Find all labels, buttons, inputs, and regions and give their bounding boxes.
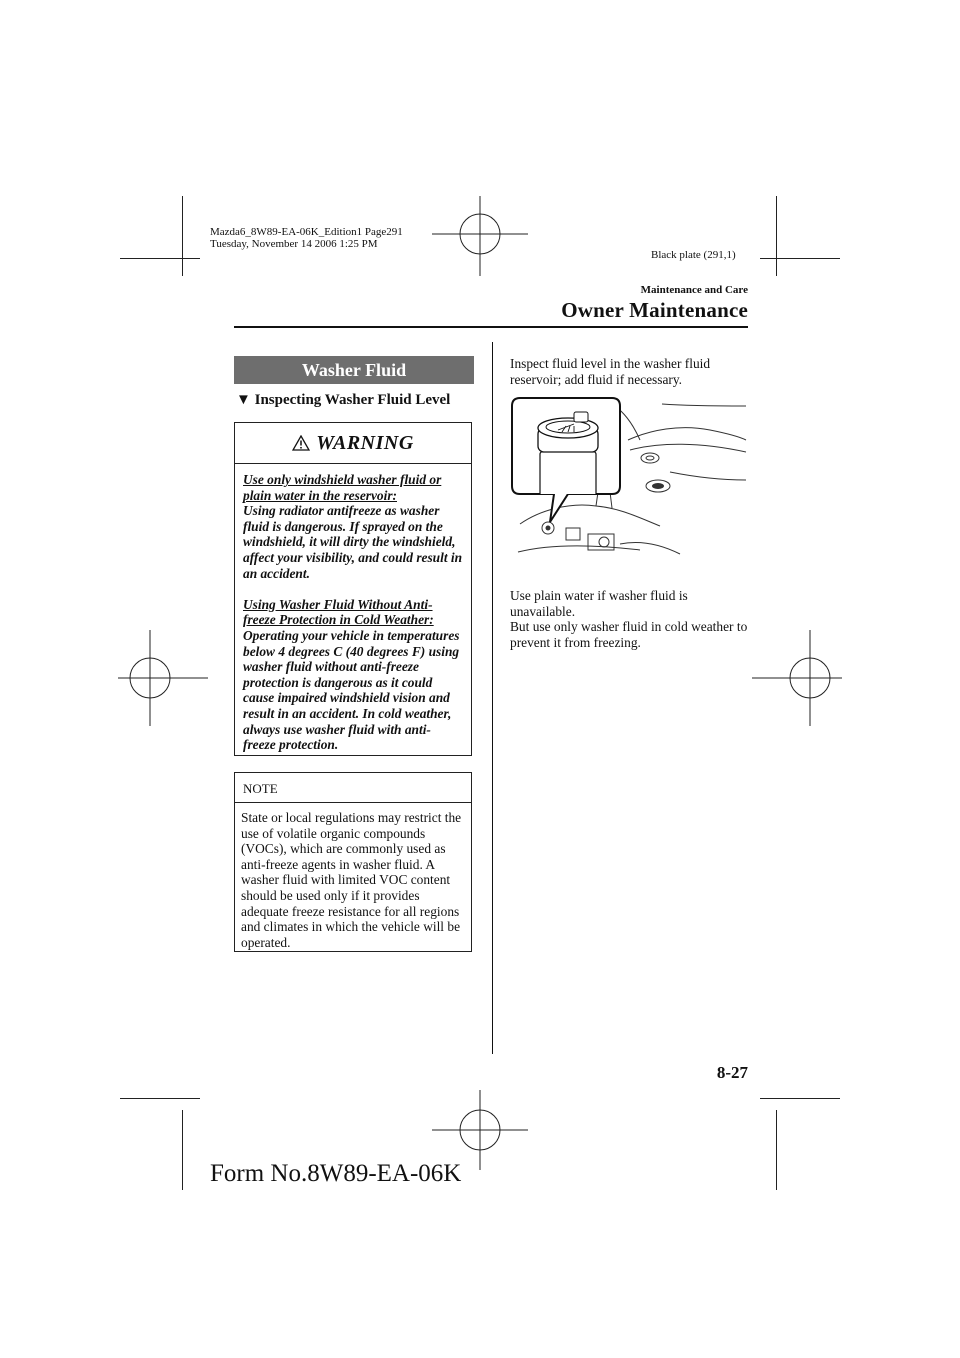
crop-mark bbox=[776, 196, 777, 276]
washer-reservoir-illustration bbox=[510, 394, 748, 556]
warning-triangle-icon bbox=[292, 435, 310, 451]
subheading-text: Inspecting Washer Fluid Level bbox=[254, 392, 451, 408]
column-divider bbox=[492, 342, 493, 1054]
paragraph-inspect: Inspect fluid level in the washer fluid reservoir; add fluid if necessary. bbox=[510, 356, 711, 387]
registration-mark-left bbox=[118, 630, 208, 726]
paragraph-plain-water bbox=[510, 588, 750, 650]
registration-mark-bottom bbox=[432, 1090, 528, 1170]
warning-subhead-2: Using Washer Fluid Without Anti-freeze Protection in Cold Weather: bbox=[243, 596, 434, 628]
page-title: Owner Maintenance bbox=[561, 298, 748, 322]
page-number: 8-27 bbox=[716, 1063, 748, 1082]
crop-mark bbox=[182, 196, 183, 276]
crop-mark bbox=[120, 1098, 200, 1099]
warning-title: WARNING bbox=[316, 431, 414, 454]
crop-mark bbox=[760, 1098, 840, 1099]
cold-weather-line: But use only washer fluid in cold weather to prevent it from freezing. bbox=[510, 619, 748, 650]
section-label: Maintenance and Care bbox=[640, 284, 748, 296]
print-date-line: Tuesday, November 14 2006 1:25 PM bbox=[210, 238, 378, 250]
warning-header bbox=[235, 423, 471, 464]
crop-mark bbox=[760, 258, 840, 259]
crop-mark bbox=[776, 1110, 777, 1190]
note-title: NOTE bbox=[235, 773, 471, 803]
triangle-marker-icon: ▼ bbox=[236, 392, 251, 408]
print-file-line: Mazda6_8W89-EA-06K_Edition1 Page291 bbox=[210, 226, 403, 238]
crop-mark bbox=[182, 1110, 183, 1190]
crop-mark bbox=[120, 258, 200, 259]
subheading bbox=[236, 392, 450, 409]
header-rule bbox=[234, 326, 748, 328]
registration-mark-right bbox=[752, 630, 842, 726]
warning-subhead-1: Use only windshield washer fluid or plain water in the reservoir: bbox=[243, 472, 442, 503]
warning-paragraph-1: Using radiator antifreeze as washer fluid is dangerous. If sprayed on the windshield, it will dirty the windshield, affect your visibility, and could result in an accident. bbox=[243, 503, 463, 581]
warning-box bbox=[234, 422, 472, 756]
warning-body bbox=[235, 464, 471, 753]
section-banner: Washer Fluid bbox=[234, 356, 474, 384]
black-plate-label: Black plate (291,1) bbox=[651, 249, 736, 261]
warning-paragraph-2: Operating your vehicle in temperatures below 4 degrees C (40 degrees F) using washer fluid without anti-freeze protection is dangerous as it could cause impaired windshield vision and result in an accident. In cold weather, always use washer fluid with anti-freeze protection. bbox=[243, 627, 460, 753]
note-box bbox=[234, 772, 472, 952]
registration-mark-top bbox=[432, 196, 528, 276]
plain-water-line: Use plain water if washer fluid is unavailable. bbox=[510, 588, 688, 619]
note-body: State or local regulations may restrict the use of volatile organic compounds (VOCs), which are commonly used as anti-freeze agents in washer fluid. A washer fluid with limited VOC content should be used only if it provides adequate freeze resistance for all regions and climates in which the vehicle will be operated. bbox=[241, 810, 462, 950]
form-number: Form No.8W89-EA-06K bbox=[210, 1160, 462, 1187]
